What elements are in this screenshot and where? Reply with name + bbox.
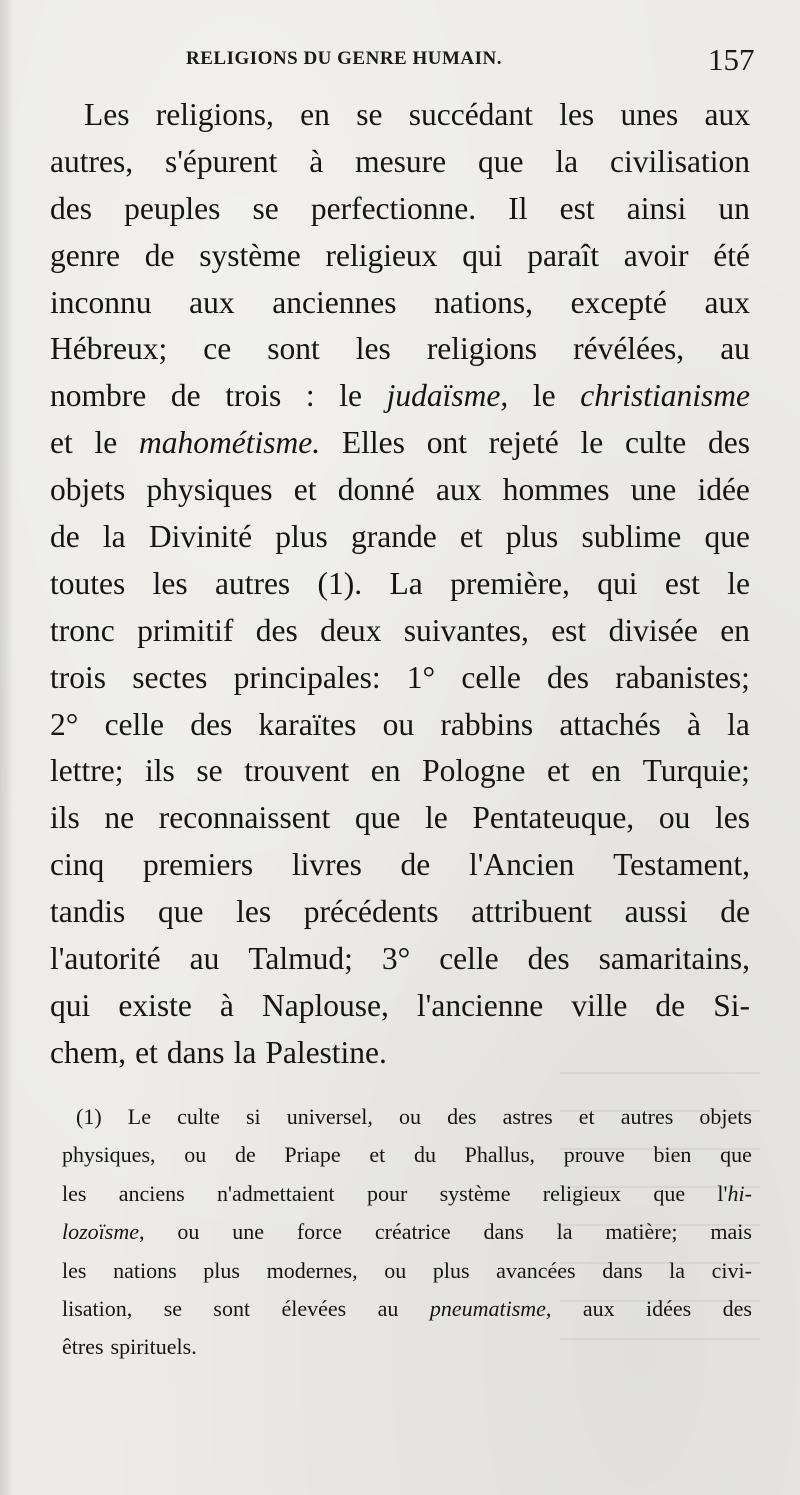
text-line <box>50 983 750 1030</box>
word: et <box>578 1104 595 1129</box>
text-line <box>50 92 750 139</box>
word: suivantes, <box>403 612 529 648</box>
word: mahométisme. <box>139 425 321 461</box>
word: Pologne <box>422 753 526 789</box>
word: de <box>234 1142 256 1168</box>
word: ils <box>145 753 175 789</box>
word: ont <box>426 425 467 461</box>
word: Elles <box>341 425 405 461</box>
word: rejeté <box>488 425 559 461</box>
word: de <box>400 847 431 883</box>
word: religieux <box>542 1180 621 1206</box>
word: précédents <box>303 894 439 930</box>
word: les <box>62 1257 87 1283</box>
word: en <box>591 753 621 789</box>
word: judaïsme, <box>386 378 509 414</box>
word: Les <box>84 97 130 132</box>
word: qui <box>50 987 91 1023</box>
word: et <box>546 753 570 789</box>
word: matière; <box>605 1219 678 1245</box>
word: se <box>252 190 279 226</box>
word: des <box>722 1295 752 1321</box>
word: divisée <box>608 612 698 648</box>
word: le <box>532 378 556 414</box>
text-line <box>50 514 750 561</box>
word: est <box>551 612 587 648</box>
word: en <box>300 97 330 132</box>
word: et <box>135 1034 158 1070</box>
word: l'Ancien <box>468 847 575 883</box>
word: aussi <box>624 894 688 930</box>
word: sectes <box>132 659 208 695</box>
word: existe <box>118 987 192 1023</box>
word: celle <box>439 941 499 977</box>
word: Turquie; <box>642 753 750 789</box>
word: de <box>50 519 80 555</box>
word: trois <box>50 659 107 695</box>
word: livres <box>291 847 362 883</box>
word: pour <box>366 1180 408 1206</box>
word: le <box>94 425 118 461</box>
word: objets <box>50 472 126 508</box>
word: idée <box>697 472 750 508</box>
word: des <box>707 425 750 461</box>
word: est <box>559 190 595 226</box>
word: civi- <box>711 1257 752 1283</box>
text-line <box>50 139 750 186</box>
word: Talmud; <box>248 941 353 977</box>
word: toutes <box>50 565 126 601</box>
word: que <box>704 519 750 555</box>
word: ne <box>104 800 135 836</box>
word: prouve <box>563 1142 625 1168</box>
word: hommes <box>502 472 610 508</box>
word: et <box>293 472 317 508</box>
running-title: RELIGIONS DU GENRE HUMAIN. <box>186 48 502 69</box>
word: les <box>62 1180 87 1206</box>
word: si <box>245 1104 261 1129</box>
word: la <box>555 143 579 179</box>
text-line <box>50 420 750 467</box>
word: lozoïsme, <box>62 1219 145 1245</box>
word: (1) <box>76 1104 102 1129</box>
word: de <box>144 237 175 273</box>
word: au <box>189 941 220 977</box>
word: chem, <box>50 1034 127 1070</box>
word: plus <box>203 1257 240 1283</box>
word: physiques, <box>62 1142 156 1168</box>
text-line <box>50 561 750 608</box>
word: religieux <box>325 237 438 273</box>
word: attachés <box>559 706 661 742</box>
word: à <box>309 143 324 179</box>
word: ou <box>399 1104 422 1129</box>
word: la <box>233 1034 257 1070</box>
word: des <box>527 941 570 977</box>
word: universel, <box>286 1104 373 1129</box>
word: été <box>713 237 750 273</box>
text-line <box>50 326 750 373</box>
word: une <box>232 1219 264 1245</box>
word: sont <box>213 1295 251 1321</box>
word: aux <box>189 284 235 320</box>
word: Si- <box>713 987 750 1023</box>
word: au <box>377 1295 399 1321</box>
word: aux <box>435 472 482 508</box>
page-number: 157 <box>708 42 755 77</box>
word: à <box>686 706 701 742</box>
word: rabbins <box>440 706 534 742</box>
word: plus <box>432 1257 470 1283</box>
word: 2° <box>50 706 79 742</box>
text-line <box>50 842 750 889</box>
word: ou <box>184 1142 207 1168</box>
word: ainsi <box>626 190 687 226</box>
word: peuples <box>124 190 221 226</box>
word: dans <box>602 1257 643 1283</box>
word: physiques <box>146 472 273 508</box>
word: reconnaissent <box>158 800 331 836</box>
word: et <box>50 425 73 461</box>
text-line <box>50 608 750 655</box>
word: de <box>720 894 750 930</box>
word: culte <box>177 1104 220 1129</box>
word: paraît <box>527 237 599 273</box>
word: révélées, <box>573 331 685 367</box>
word: de <box>170 378 201 414</box>
word: donné <box>337 472 415 508</box>
word: Divinité <box>148 519 253 555</box>
text-line <box>50 655 750 702</box>
word: lisation, <box>62 1295 133 1321</box>
word: Hébreux; <box>50 331 168 367</box>
text-line <box>50 936 750 983</box>
word: pneumatisme, <box>429 1295 552 1321</box>
word: autres, <box>50 143 134 179</box>
word: lettre; <box>50 753 124 789</box>
text-line <box>50 186 750 233</box>
text-line <box>50 748 750 795</box>
word: celle <box>461 659 521 695</box>
word: élevées <box>281 1295 347 1321</box>
word: astres <box>502 1104 553 1129</box>
word: en <box>720 612 750 648</box>
word: culte <box>624 425 687 461</box>
word: à <box>219 987 234 1023</box>
word: qui <box>462 237 503 273</box>
word: idées <box>646 1295 692 1321</box>
word: dans <box>483 1219 524 1245</box>
text-line <box>50 467 750 514</box>
word: des <box>50 190 92 226</box>
text-line <box>50 795 750 842</box>
word: une <box>630 472 677 508</box>
word: bien <box>653 1142 692 1168</box>
word: le <box>339 378 362 414</box>
word: aux <box>704 97 750 132</box>
word: plus <box>505 519 559 555</box>
word: Testament, <box>613 847 750 883</box>
word: êtres <box>62 1334 104 1360</box>
word: dans <box>166 1034 225 1070</box>
word: la <box>669 1257 686 1283</box>
word: nations <box>113 1257 177 1283</box>
word: rabanistes; <box>615 659 750 695</box>
word: civilisation <box>610 143 750 179</box>
word: La <box>389 565 423 601</box>
word: avoir <box>623 237 689 273</box>
word: la <box>556 1219 573 1245</box>
text-line <box>50 280 750 327</box>
word: mesure <box>355 143 447 179</box>
word: se <box>163 1295 183 1321</box>
word: unes <box>620 97 679 132</box>
word: perfectionne. <box>310 190 477 226</box>
word: les <box>236 894 272 930</box>
running-head <box>0 44 800 78</box>
word: les <box>559 97 595 132</box>
word: s'épurent <box>164 143 278 179</box>
word: Phallus, <box>464 1142 535 1168</box>
word: autres <box>620 1104 674 1129</box>
word: la <box>727 706 750 742</box>
word: genre <box>50 237 120 273</box>
word: ou <box>384 1257 407 1283</box>
word: Naplouse, <box>261 987 389 1023</box>
word: grande <box>350 519 437 555</box>
word: cinq <box>50 847 105 883</box>
word: plus <box>275 519 328 555</box>
word: objets <box>699 1104 752 1129</box>
word: ils <box>50 800 80 836</box>
word: aux <box>582 1295 615 1321</box>
word: attribuent <box>471 894 592 930</box>
text-line <box>50 233 750 280</box>
word: créatrice <box>374 1219 451 1245</box>
word: christianisme <box>580 378 750 414</box>
word: que <box>354 800 401 836</box>
word: qui <box>597 565 638 601</box>
word: les <box>714 800 750 836</box>
word: l'autorité <box>50 941 161 977</box>
word: tandis <box>50 894 126 930</box>
word: première, <box>450 565 570 601</box>
word: sublime <box>581 519 682 555</box>
word: trouvent <box>244 753 350 789</box>
word: du <box>413 1142 436 1168</box>
word: le <box>580 425 604 461</box>
word: force <box>296 1219 343 1245</box>
word: est <box>664 565 700 601</box>
text-line <box>50 373 750 420</box>
word: ou <box>658 800 691 836</box>
word: nombre <box>50 378 147 414</box>
word: le <box>727 565 750 601</box>
word: spirituels. <box>110 1334 197 1360</box>
word: de <box>655 987 686 1023</box>
word: ou <box>382 706 415 742</box>
word: aux <box>704 284 750 320</box>
word: autres <box>214 565 291 601</box>
word: : <box>305 378 315 414</box>
word: des <box>547 659 590 695</box>
word: le <box>424 800 448 836</box>
word: l'hi- <box>717 1180 752 1206</box>
show-through-texture <box>560 1040 760 1340</box>
word: ce <box>203 331 232 367</box>
word: Il <box>508 190 528 226</box>
word: au <box>720 331 750 367</box>
word: excepté <box>570 284 667 320</box>
word: premiers <box>142 847 254 883</box>
main-paragraph <box>50 92 750 1077</box>
word: succédant <box>408 97 533 132</box>
word: les <box>355 331 391 367</box>
text-line <box>50 702 750 749</box>
word: inconnu <box>50 284 152 320</box>
word: système <box>439 1180 511 1206</box>
word: Palestine. <box>265 1034 387 1070</box>
word: 1° <box>406 659 436 695</box>
word: des <box>255 612 298 648</box>
word: que <box>157 894 204 930</box>
word: samaritains, <box>598 941 750 977</box>
word: se <box>196 753 223 789</box>
word: l'ancienne <box>416 987 544 1023</box>
word: la <box>102 519 126 555</box>
word: anciens <box>118 1180 185 1206</box>
word: nations, <box>434 284 533 320</box>
text-line <box>50 889 750 936</box>
word: (1). <box>317 565 363 601</box>
word: un <box>718 190 750 226</box>
word: Priape <box>284 1142 341 1168</box>
word: 3° <box>381 941 411 977</box>
word: modernes, <box>266 1257 358 1283</box>
word: que <box>653 1180 686 1206</box>
word: anciennes <box>272 284 397 320</box>
word: trois <box>225 378 282 414</box>
word: deux <box>320 612 382 648</box>
word: des <box>190 706 233 742</box>
word: que <box>720 1142 752 1168</box>
word: primitif <box>137 612 234 648</box>
word: avancées <box>496 1257 576 1283</box>
word: Le <box>127 1104 151 1129</box>
word: système <box>199 237 301 273</box>
word: ville <box>571 987 628 1023</box>
word: celle <box>104 706 165 742</box>
word: ou <box>177 1219 200 1245</box>
word: des <box>447 1104 477 1129</box>
word: mais <box>710 1219 752 1245</box>
word: karaïtes <box>258 706 357 742</box>
word: religions, <box>155 97 274 132</box>
word: n'admettaient <box>217 1180 335 1206</box>
word: tronc <box>50 612 115 648</box>
word: Pentateuque, <box>472 800 635 836</box>
word: sont <box>267 331 320 367</box>
word: en <box>370 753 401 789</box>
word: et <box>369 1142 386 1168</box>
word: principales: <box>233 659 381 695</box>
word: les <box>152 565 188 601</box>
word: et <box>459 519 483 555</box>
word: que <box>478 143 524 179</box>
word: religions <box>426 331 538 367</box>
word: se <box>356 97 383 132</box>
